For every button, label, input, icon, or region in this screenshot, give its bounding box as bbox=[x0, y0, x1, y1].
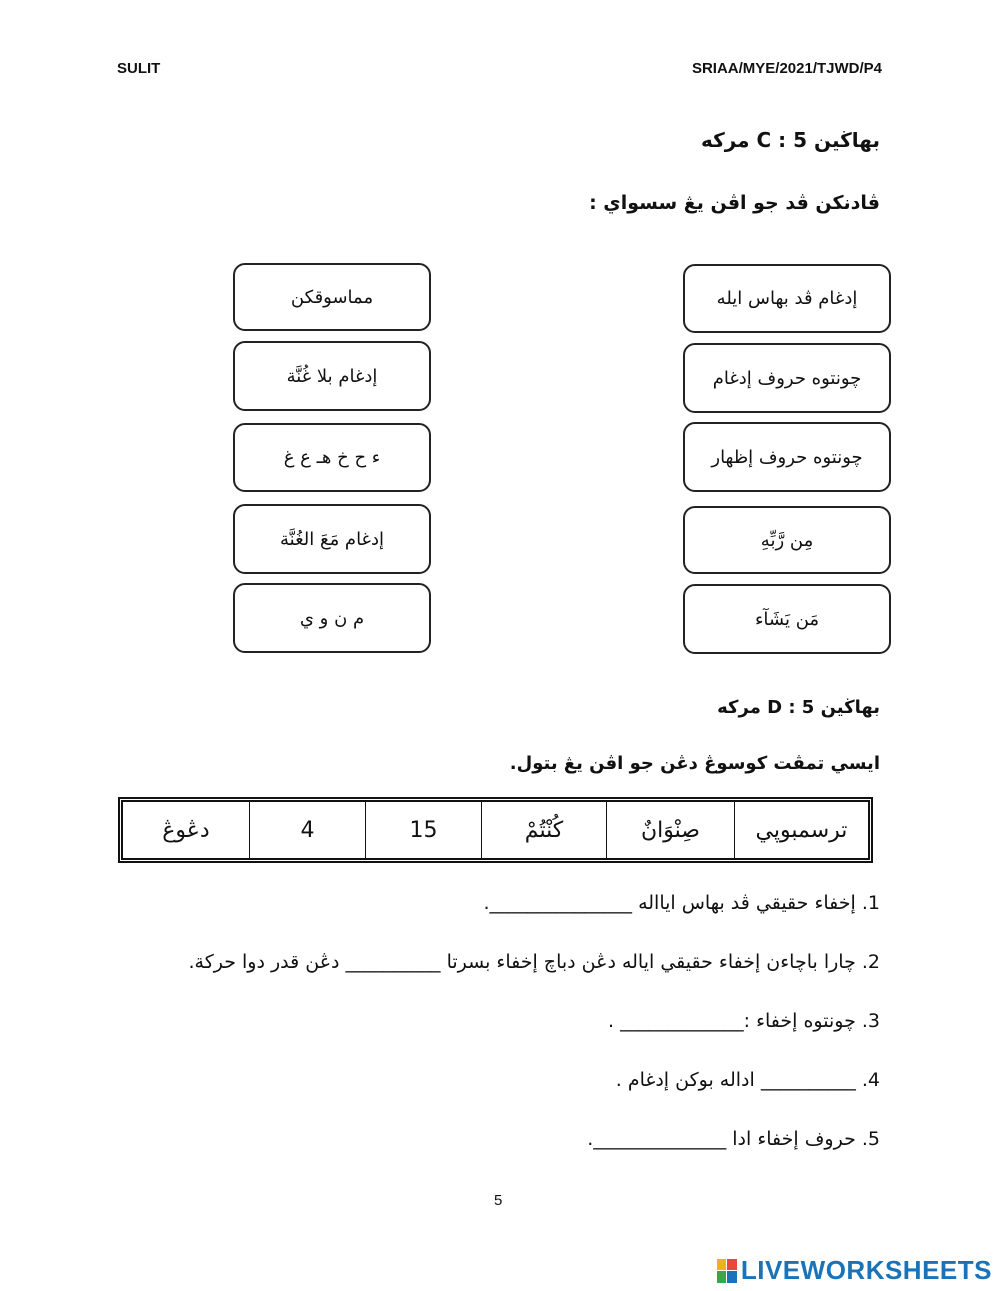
word-bank-cell: دڠوڠ bbox=[162, 817, 210, 843]
word-bank-cell: كُنْتُمْ bbox=[481, 802, 606, 858]
question-4: 4. __________ اداله بوكن إدغام . bbox=[615, 1069, 880, 1091]
match-left-box-3[interactable]: ء ح خ هـ ع غ bbox=[233, 423, 431, 492]
page-number: 5 bbox=[494, 1192, 503, 1209]
word-bank-cell: 4 bbox=[249, 802, 365, 858]
word-bank-cell: ترسمبوڽي bbox=[734, 802, 868, 858]
question-3: 3. چونتوه إخفاء :_____________ . bbox=[608, 1010, 880, 1032]
match-right-box-5[interactable]: مَن يَشَآء bbox=[683, 584, 891, 654]
word-bank-cell: 15 bbox=[365, 802, 481, 858]
section-c-instruction: ڤادنكن ڤد جو اڤن يڠ سسواي : bbox=[589, 192, 880, 214]
word-bank-table bbox=[118, 797, 873, 863]
match-right-box-1[interactable]: إدغام ڤد بهاس ايله bbox=[683, 264, 891, 333]
match-right-box-4[interactable]: مِن رَّبِّهِ bbox=[683, 506, 891, 574]
question-1: 1. إخفاء حقيقي ڤد بهاس ايااله _______________. bbox=[483, 892, 880, 914]
liveworksheets-logo[interactable] bbox=[717, 1255, 992, 1286]
match-left-box-5[interactable]: م ن و ي bbox=[233, 583, 431, 653]
liveworksheets-logo-icon bbox=[717, 1259, 737, 1283]
question-2: 2. چارا باچاءن إخفاء حقيقي اياله دڠن دباچ إخفاء بسرتا __________ دڠن قدر دوا حركة. bbox=[188, 951, 880, 973]
logo-text: LIVEWORKSHEETS bbox=[740, 1255, 992, 1285]
match-right-box-2[interactable]: چونتوه حروف إدغام bbox=[683, 343, 891, 413]
word-bank-cell: صِنْوَانٌ bbox=[606, 802, 734, 858]
section-d-title: بهاڬين D : 5 مركه bbox=[717, 697, 880, 718]
match-left-box-1[interactable]: مماسوقكن bbox=[233, 263, 431, 331]
section-d-instruction: ايسي تمڤت كوسوڠ دڠن جو اڤن يڠ بتول. bbox=[509, 753, 880, 774]
match-left-box-2[interactable]: إدغام بلا غُنَّة bbox=[233, 341, 431, 411]
match-right-box-3[interactable]: چونتوه حروف إظهار bbox=[683, 422, 891, 492]
section-c-title: بهاڬين C : 5 مركه bbox=[700, 128, 880, 152]
header-left: SULIT bbox=[117, 60, 161, 77]
header-right: SRIAA/MYE/2021/TJWD/P4 bbox=[691, 60, 882, 77]
question-5: 5. حروف إخفاء ادا ______________. bbox=[587, 1128, 880, 1150]
match-left-box-4[interactable]: إدغام مَعَ الغُنَّة bbox=[233, 504, 431, 574]
